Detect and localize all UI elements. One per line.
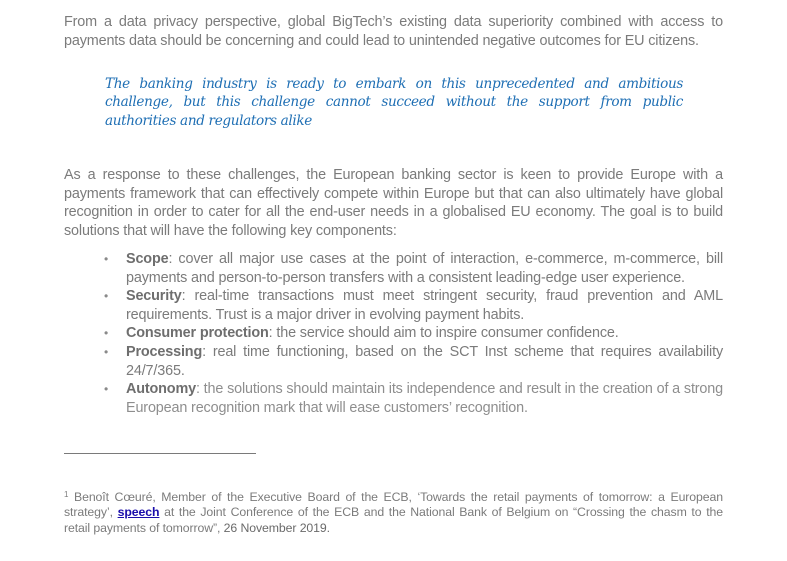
footnote-date: 26 November 2019. [223, 520, 330, 535]
bullet-icon: • [104, 326, 109, 341]
bullet-icon: • [104, 344, 109, 359]
speech-link[interactable]: speech [117, 505, 160, 520]
footnote-marker: 1 [64, 490, 69, 499]
footnote-text-after: at the Joint Conference of the ECB and the National Bank of Belgium on “Crossing the chasm to the retail payments of tomorrow”, [64, 505, 723, 535]
list-item-scope [64, 250, 723, 287]
response-paragraph: As a response to these challenges, the European banking sector is keen to provide Europe with a payments framework that can effectively compete within Europe but that can also ultimately have global recognition in order to cater for all the end-user needs in a globalised EU economy. The goal is to build solutions that will have the following key components: [64, 167, 723, 239]
component-term: Consumer protection [126, 325, 269, 342]
footnote-text-before: Benoît Cœuré, Member of the Executive Board of the ECB, ‘Towards the retail payments of tomorrow: a European strategy’, [64, 490, 723, 520]
privacy-paragraph: From a data privacy perspective, global BigTech’s existing data superiority combined with access to payments data should be concerning and could lead to unintended negative outcomes for EU citizens. [64, 14, 723, 49]
bullet-icon: • [104, 289, 109, 304]
component-term: Security [126, 288, 182, 305]
bullet-icon: • [104, 252, 109, 266]
list-item-consumer-protection [64, 324, 723, 343]
component-text: : real-time transactions must meet stringent security, fraud prevention and AML requirements. Trust is a major driver in evolving payment habits. [126, 288, 723, 323]
component-term: Scope [126, 251, 169, 267]
component-text: : the solutions should maintain its independence and result in the creation of a strong European recognition mark that will ease customers’ recognition. [126, 381, 723, 416]
component-term: Processing [126, 343, 203, 360]
key-components-list [64, 250, 723, 417]
component-text: : the service should aim to inspire consumer confidence. [268, 325, 619, 342]
footnote-separator [64, 453, 256, 454]
list-item-processing [64, 343, 723, 380]
list-item-security [64, 287, 723, 324]
list-item-autonomy [64, 380, 723, 417]
component-term: Autonomy [126, 381, 196, 398]
component-text: : cover all major use cases at the point of interaction, e-commerce, m-commerce, bill payments and person-to-person transfers with a consistent leading-edge user experience. [126, 251, 723, 286]
component-text: : real time functioning, based on the SCT Inst scheme that requires availability 24/7/365. [126, 343, 723, 379]
bullet-icon: • [104, 382, 109, 397]
footnote [64, 490, 723, 536]
pull-quote: The banking industry is ready to embark on this unprecedented and ambitious challenge, but this challenge cannot succeed without the support from public authorities and regulators alike [105, 76, 683, 129]
